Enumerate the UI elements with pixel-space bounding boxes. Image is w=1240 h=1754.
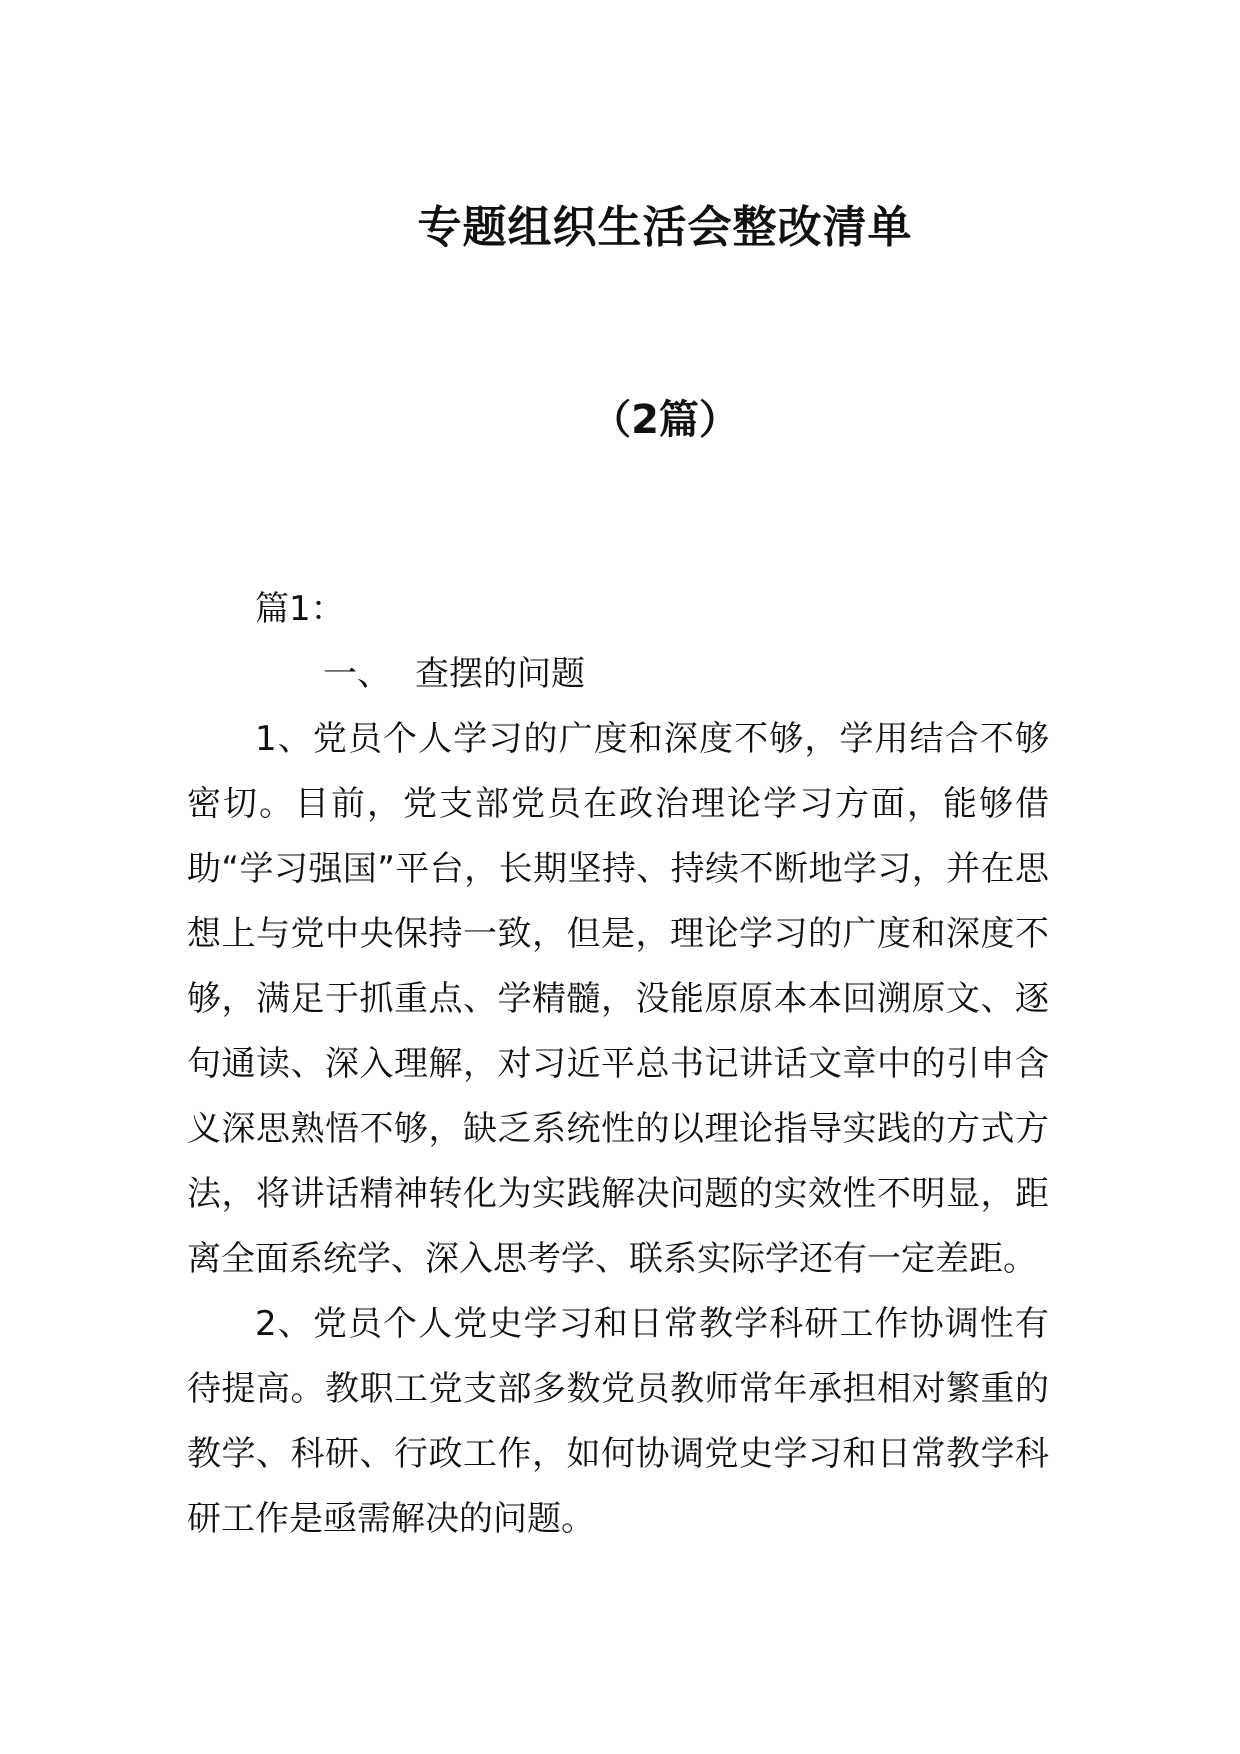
document-subtitle: （2篇） [591, 397, 739, 443]
paragraph-2: 2、党员个人党史学习和日常教学科研工作协调性有待提高。教职工党支部多数党员教师常年承担相对繁重的教学、科研、行政工作，如何协调党史学习和日常教学科研工作是亟需解决的问题。 [187, 1304, 1049, 1539]
document-body [187, 577, 1049, 1552]
section-heading [187, 642, 1049, 707]
part-label: 篇1： [255, 589, 345, 629]
section-heading-text: 查摆的问题 [415, 654, 585, 694]
section-number: 一、 [323, 654, 391, 694]
paragraph-1: 1、党员个人学习的广度和深度不够，学用结合不够密切。目前，党支部党员在政治理论学习方面，能够借助“学习强国”平台，长期坚持、持续不断地学习，并在思想上与党中央保持一致，但是，理论学习的广度和深度不够，满足于抓重点、学精髓，没能原原本本回溯原文、逐句通读、深入理解，对习近平总书记讲话文章中的引申含义深思熟悟不够，缺乏系统性的以理论指导实践的方式方法，将讲话精神转化为实践解决问题的实效性不明显，距离全面系统学、深入思考学、联系实际学还有一定差距。 [187, 719, 1049, 1279]
document-title: 专题组织生活会整改清单 [417, 202, 913, 253]
